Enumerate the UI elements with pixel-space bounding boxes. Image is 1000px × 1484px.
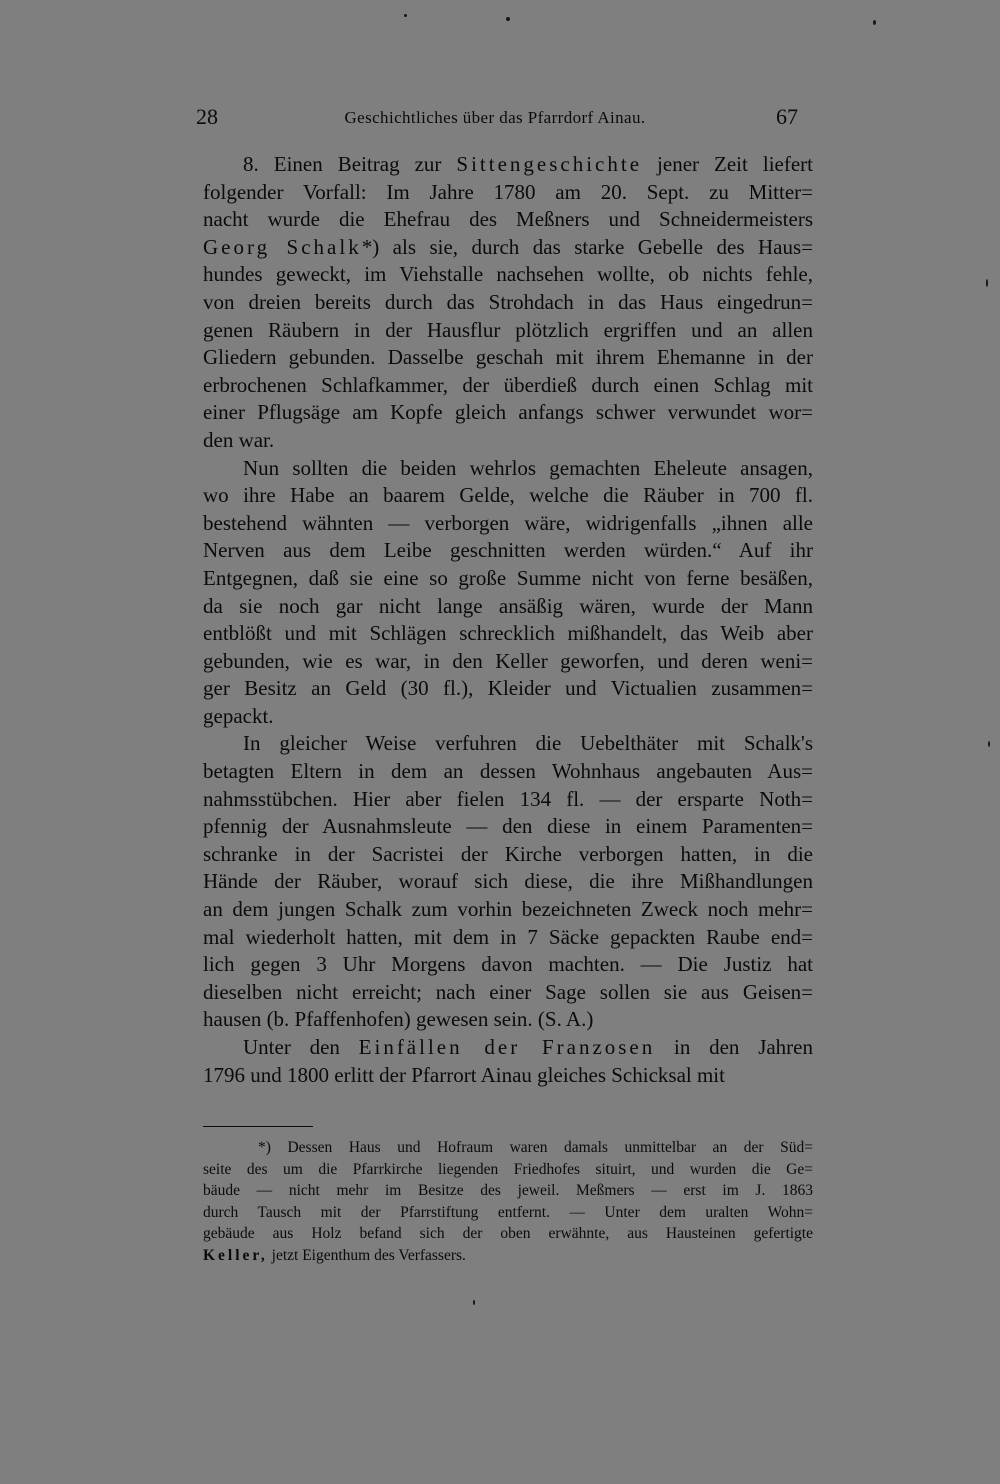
- footnote-rule: [203, 1126, 313, 1127]
- text-run: Entgegnen, daß sie eine so große Summe nicht von ferne besäßen,: [203, 565, 813, 590]
- text-run: von dreien bereits durch das Strohdach in das Haus eingedrun=: [203, 289, 813, 314]
- text-run: genen Räubern in der Hausflur plötzlich ergriffen und an allen: [203, 317, 813, 342]
- text-line: [203, 206, 813, 234]
- text-run: einer Pflugsäge am Kopfe gleich anfangs schwer verwundet wor=: [203, 400, 813, 425]
- text-run: dieselben nicht erreicht; nach einer Sage sollen sie aus Geisen=: [203, 979, 813, 1004]
- footnote-line: [203, 1223, 813, 1245]
- text-line: [203, 675, 813, 703]
- footnote-line: [203, 1202, 813, 1224]
- text-line: [203, 399, 813, 427]
- text-line: [203, 979, 813, 1007]
- text-line: [203, 813, 813, 841]
- text-line: [203, 510, 813, 538]
- text-run: gebunden, wie es war, in den Keller geworfen, und deren weni=: [203, 648, 813, 673]
- text-line: [203, 841, 813, 869]
- scan-speck: [988, 741, 990, 747]
- text-run: ger Besitz an Geld (30 fl.), Kleider und Victualien zusammen=: [203, 676, 813, 701]
- text-line: [203, 234, 813, 262]
- text-run: In gleicher Weise verfuhren die Uebelthäter mit Schalk's: [243, 731, 813, 756]
- text-line: [203, 372, 813, 400]
- text-run: Einfällen der Franzosen: [358, 1035, 656, 1059]
- text-line: [203, 868, 813, 896]
- text-run: schranke in der Sacristei der Kirche verborgen hatten, in die: [203, 841, 813, 866]
- text-run: Georg Schalk: [203, 234, 362, 259]
- text-run: Unter den: [243, 1035, 359, 1059]
- text-run: bäude — nicht mehr im Besitze des jeweil. Meßmers — erst im J. 1863: [203, 1182, 813, 1200]
- text-line: [203, 289, 813, 317]
- text-line: [203, 565, 813, 593]
- text-run: lich gegen 3 Uhr Morgens davon machten. — Die Justiz hat: [203, 952, 813, 977]
- text-run: mal wiederholt hatten, mit dem in 7 Säcke gepackten Raube end=: [203, 924, 813, 949]
- text-run: bestehend wähnten — verborgen wäre, widrigenfalls „ihnen alle: [203, 510, 813, 535]
- text-line: [203, 151, 813, 179]
- text-line: [203, 620, 813, 648]
- text-run: nacht wurde die Ehefrau des Meßners und Schneidermeisters: [203, 207, 813, 232]
- text-run: hundes geweckt, im Viehstalle nachsehen wollte, ob nichts fehle,: [203, 262, 813, 287]
- running-title: Geschichtliches über das Pfarrdorf Ainau.: [344, 108, 646, 127]
- text-run: hausen (b. Pfaffenhofen) gewesen sein. (S. A.): [203, 1007, 594, 1032]
- text-line: [203, 179, 813, 207]
- text-line: [203, 427, 813, 455]
- footnote: [203, 1137, 813, 1267]
- scan-speck: [473, 1300, 475, 1305]
- page-number-right: 67: [776, 104, 798, 129]
- text-run: da sie noch gar nicht lange ansäßig wären, wurde der Mann: [203, 593, 813, 618]
- text-line: [203, 924, 813, 952]
- text-line: [203, 648, 813, 676]
- text-line: [203, 1006, 813, 1034]
- page-number-left: 28: [196, 104, 218, 129]
- text-line: [203, 1034, 813, 1062]
- text-run: den war.: [203, 427, 275, 452]
- footnote-line: [203, 1180, 813, 1202]
- scan-speck: [873, 20, 876, 25]
- text-line: [203, 896, 813, 924]
- text-line: [203, 482, 813, 510]
- footnote-line: [203, 1245, 813, 1267]
- text-run: nahmsstübchen. Hier aber fielen 134 fl. — der ersparte Noth=: [203, 786, 813, 811]
- scan-speck: [506, 17, 510, 21]
- text-run: wo ihre Habe an baarem Gelde, welche die Räuber in 700 fl.: [203, 483, 813, 508]
- text-run: betagten Eltern in dem an dessen Wohnhaus angebauten Aus=: [203, 759, 813, 784]
- text-line: [203, 317, 813, 345]
- running-head: [0, 102, 1000, 134]
- text-run: durch Tausch mit der Pfarrstiftung entfernt. — Unter dem uralten Wohn=: [203, 1203, 813, 1221]
- text-line: [203, 593, 813, 621]
- text-line: [203, 951, 813, 979]
- text-line: [203, 1062, 813, 1090]
- text-run: erbrochenen Schlafkammer, der überdieß durch einen Schlag mit: [203, 372, 813, 397]
- text-run: 8. Einen Beitrag zur: [243, 152, 457, 176]
- text-run: folgender Vorfall: Im Jahre 1780 am 20. Sept. zu Mitter=: [203, 179, 813, 204]
- text-run: Nerven aus dem Leibe geschnitten werden würden.“ Auf ihr: [203, 538, 813, 563]
- text-run: Sittengeschichte: [456, 152, 643, 176]
- text-line: [203, 758, 813, 786]
- text-run: gepackt.: [203, 703, 274, 728]
- text-run: gebäude aus Holz befand sich der oben erwähnte, aus Hausteinen gefertigte: [203, 1225, 813, 1243]
- text-line: [203, 703, 813, 731]
- text-run: an dem jungen Schalk zum vorhin bezeichneten Zweck noch mehr=: [203, 897, 813, 922]
- text-run: jener Zeit liefert: [642, 152, 813, 176]
- footnote-line: [203, 1159, 813, 1181]
- text-run: 1796 und 1800 erlitt der Pfarrort Ainau gleiches Schicksal mit: [203, 1062, 725, 1087]
- text-run: Hände der Räuber, worauf sich diese, die ihre Mißhandlungen: [203, 869, 813, 894]
- body-text: [203, 151, 813, 1089]
- scan-speck: [404, 14, 407, 17]
- text-run: Gliedern gebunden. Dasselbe geschah mit ihrem Ehemanne in der: [203, 345, 813, 370]
- footnote-line: [203, 1137, 813, 1159]
- text-run: Nun sollten die beiden wehrlos gemachten Eheleute ansagen,: [243, 455, 813, 480]
- text-run: entblößt und mit Schlägen schrecklich mißhandelt, das Weib aber: [203, 621, 813, 646]
- text-line: [203, 344, 813, 372]
- text-run: pfennig der Ausnahmsleute — den diese in einem Paramenten=: [203, 814, 813, 839]
- text-run: seite des um die Pfarrkirche liegenden Friedhofes situirt, und wurden die Ge=: [203, 1160, 813, 1178]
- text-line: [203, 730, 813, 758]
- text-line: [203, 261, 813, 289]
- text-run: Keller,: [203, 1246, 268, 1264]
- text-line: [203, 537, 813, 565]
- text-run: *) Dessen Haus und Hofraum waren damals unmittelbar an der Süd=: [258, 1139, 813, 1156]
- text-line: [203, 455, 813, 483]
- text-run: jetzt Eigenthum des Verfassers.: [267, 1246, 466, 1264]
- text-line: [203, 786, 813, 814]
- text-run: in den Jahren: [655, 1035, 813, 1059]
- scan-speck: [986, 279, 988, 287]
- text-run: *) als sie, durch das starke Gebelle des Haus=: [361, 234, 813, 259]
